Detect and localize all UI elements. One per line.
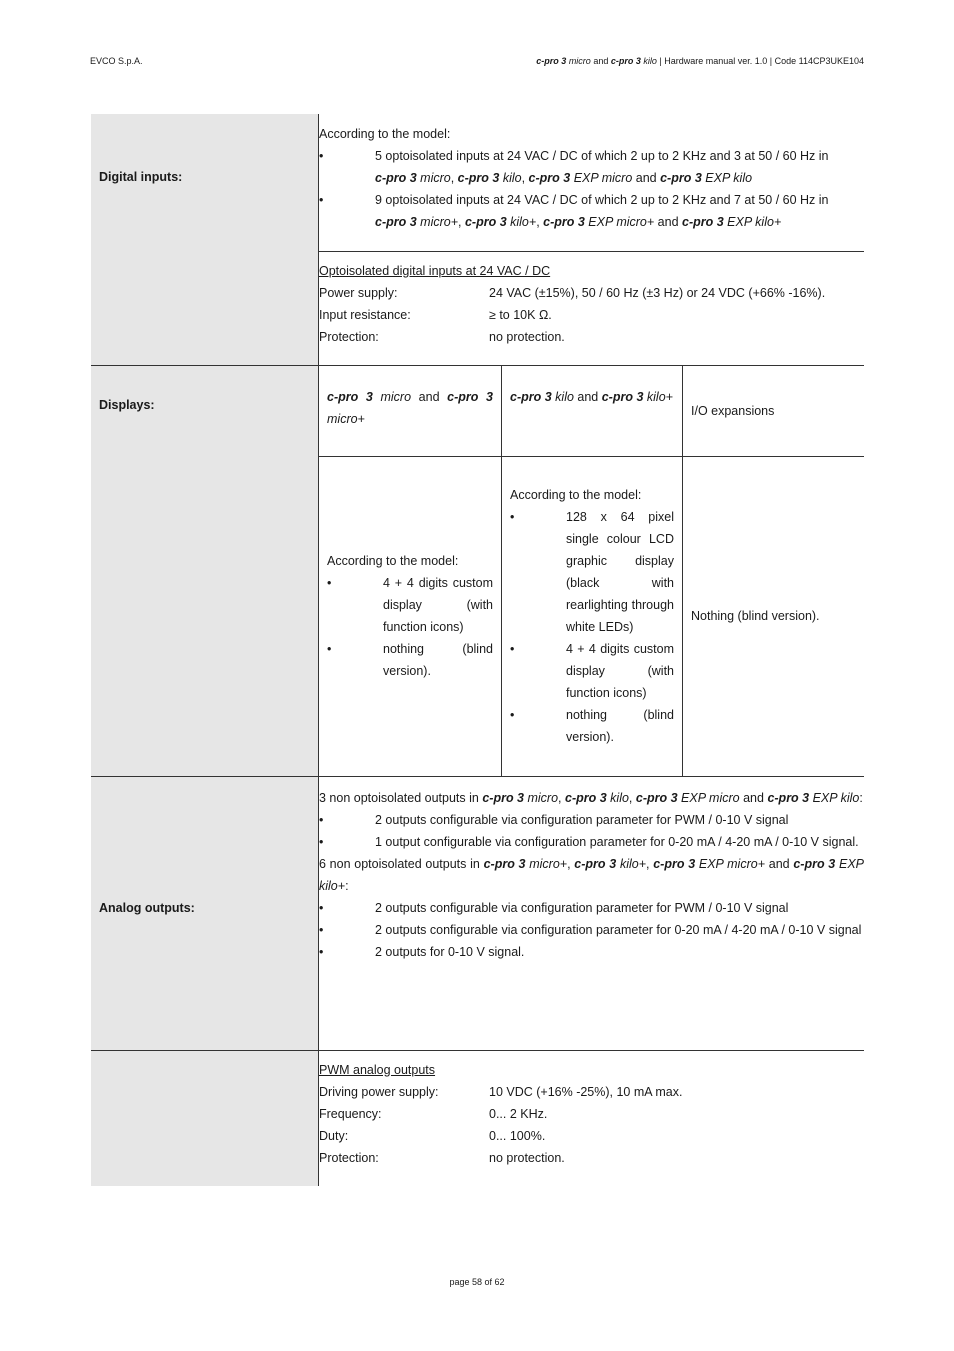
displays-expansions-options: Nothing (blind version).	[683, 457, 865, 776]
displays-header-micro: c-pro 3 micro and c-pro 3 micro+	[319, 366, 502, 457]
analog-outputs-group-1: 3 non optoisolated outputs in c-pro 3 micro, c-pro 3 kilo, c-pro 3 EXP micro and c-pro 3 EXP kilo:	[319, 790, 863, 805]
list-item: • 2 outputs configurable via configuration parameter for 0-20 mA / 4-20 mA / 0-10 V signal	[319, 922, 862, 937]
list-item: • 2 outputs configurable via configuration parameter for PWM / 0-10 V signal	[319, 900, 789, 915]
spec-row: Input resistance: ≥ to 10K Ω.	[319, 307, 552, 322]
displays-table	[319, 366, 864, 776]
list-item: • 4 + 4 digits custom display (with function icons)	[510, 642, 674, 701]
displays-cell	[319, 365, 865, 776]
analog-outputs-label: Analog outputs:	[99, 900, 195, 915]
displays-micro-intro: According to the model:	[327, 554, 459, 569]
optoisolated-inputs-title: Optoisolated digital inputs at 24 VAC / DC	[319, 263, 551, 278]
spec-row: Frequency: 0... 2 KHz.	[319, 1106, 548, 1121]
spec-row: Protection: no protection.	[319, 1150, 565, 1165]
digital-inputs-label: Digital inputs:	[99, 170, 183, 184]
spec-row: Power supply: 24 VAC (±15%), 50 / 60 Hz (±3 Hz) or 24 VDC (+66% -16%).	[319, 285, 826, 300]
digital-inputs-list	[319, 114, 865, 251]
displays-kilo-options	[502, 457, 683, 776]
page-number: page 58 of 62	[449, 1277, 505, 1287]
list-item: • nothing (blind version).	[327, 642, 493, 679]
header-manual-info: c-pro 3 micro and c-pro 3 kilo | Hardware manual ver. 1.0 | Code 114CP3UKE104	[536, 56, 864, 66]
digital-inputs-label-cell	[91, 114, 319, 365]
pwm-specs	[319, 1050, 865, 1186]
spec-row: Driving power supply: 10 VDC (+16% -25%), 10 mA max.	[319, 1084, 683, 1099]
analog-outputs-list	[319, 776, 865, 1050]
spec-row: Duty: 0... 100%.	[319, 1128, 546, 1143]
analog-outputs-label-cell	[91, 776, 319, 1050]
list-item: • 9 optoisolated inputs at 24 VAC / DC of which 2 up to 2 KHz and 7 at 50 / 60 Hz in c-pro 3 micro+, c-pro 3 kilo+, c-pro 3 EXP micro+ and c-pro 3 EXP kilo+	[319, 193, 829, 229]
list-item: • 128 x 64 pixel single colour LCD graphic display (black with rearlighting through white LEDs)	[510, 510, 674, 635]
list-item: • 2 outputs configurable via configuration parameter for PWM / 0-10 V signal	[319, 812, 789, 827]
digital-inputs-intro: According to the model:	[319, 127, 451, 141]
list-item: • nothing (blind version).	[510, 708, 674, 745]
spec-table	[91, 114, 864, 1186]
spec-row: Protection: no protection.	[319, 329, 565, 344]
displays-label: Displays:	[99, 397, 155, 412]
displays-header-kilo: c-pro 3 kilo and c-pro 3 kilo+	[502, 366, 683, 457]
pwm-label-cell	[91, 1050, 319, 1186]
header-company: EVCO S.p.A.	[90, 56, 143, 66]
displays-micro-options	[319, 457, 502, 776]
digital-inputs-specs	[319, 251, 865, 365]
list-item: • 4 + 4 digits custom display (with function icons)	[327, 576, 493, 635]
list-item: • 1 output configurable via configuration parameter for 0-20 mA / 4-20 mA / 0-10 V signal.	[319, 834, 859, 849]
displays-header-expansions: I/O expansions	[691, 403, 775, 418]
displays-label-cell	[91, 365, 319, 776]
displays-kilo-intro: According to the model:	[510, 488, 642, 503]
list-item: • 2 outputs for 0-10 V signal.	[319, 944, 525, 959]
pwm-title: PWM analog outputs	[319, 1062, 436, 1077]
analog-outputs-group-2: 6 non optoisolated outputs in c-pro 3 micro+, c-pro 3 kilo+, c-pro 3 EXP micro+ and c-pro 3 EXP kilo+:	[319, 856, 864, 893]
list-item: • 5 optoisolated inputs at 24 VAC / DC of which 2 up to 2 KHz and 3 at 50 / 60 Hz in c-pro 3 micro, c-pro 3 kilo, c-pro 3 EXP micro and c-pro 3 EXP kilo	[319, 149, 829, 185]
